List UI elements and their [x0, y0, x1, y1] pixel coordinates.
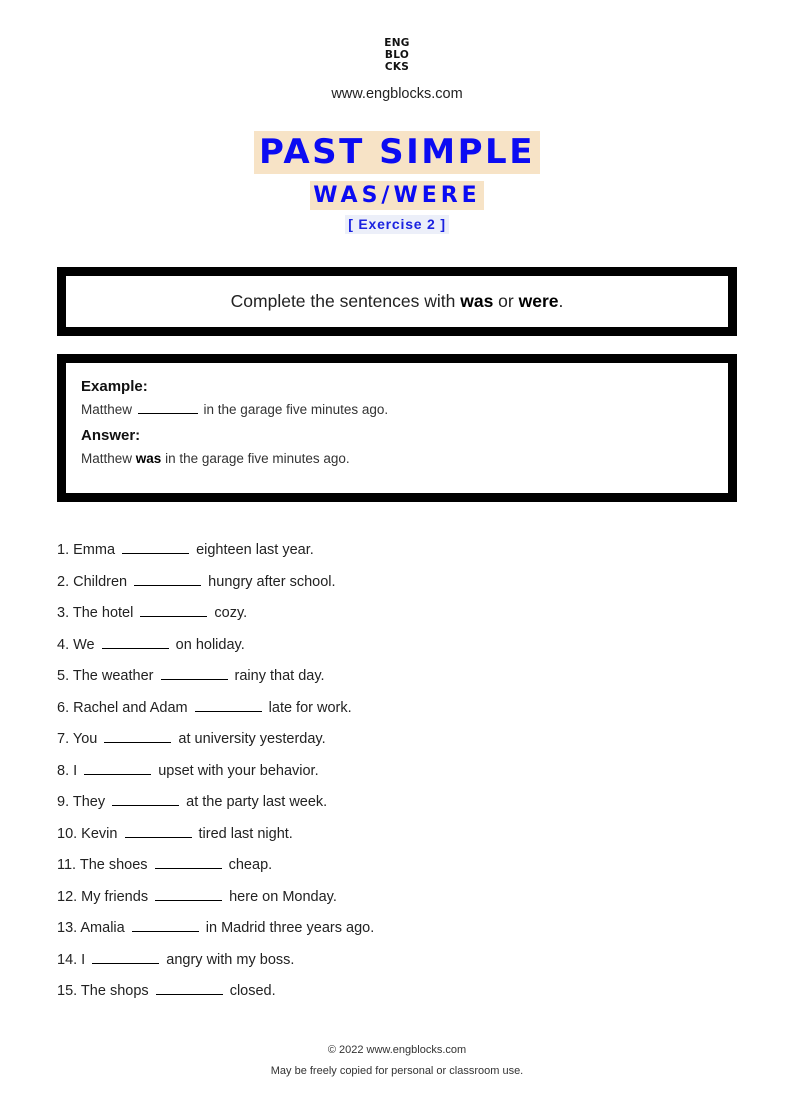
question-before: 3. The hotel [57, 605, 138, 621]
question-before: 9. They [57, 794, 110, 810]
question-before: 10. Kevin [57, 825, 122, 842]
question-before: 5. The weather [57, 668, 158, 684]
question-after: at the party last week. [182, 794, 328, 810]
subtitle-container [0, 181, 794, 210]
answer-after: in the garage five minutes ago. [161, 451, 350, 466]
question-after: closed. [225, 983, 276, 999]
question-after: cozy. [210, 605, 248, 621]
answer-blank[interactable] [104, 742, 171, 743]
example-sentence [81, 402, 713, 417]
site-url: www.engblocks.com [331, 86, 463, 102]
question-item [57, 760, 757, 792]
question-before: 15. The shops [57, 983, 153, 999]
question-before: 12. My friends [57, 888, 153, 905]
instruction-text [231, 291, 564, 312]
answer-heading: Answer: [81, 427, 141, 444]
answer-blank[interactable] [155, 868, 222, 869]
question-before: 6. Rachel and Adam [57, 699, 192, 716]
question-item [57, 949, 757, 981]
question-after: at university yesterday. [174, 731, 326, 747]
question-before: 13. Amalia [57, 920, 129, 936]
page-subtitle: WAS/WERE [310, 181, 483, 210]
answer-blank[interactable] [84, 774, 151, 775]
question-item [57, 980, 757, 1012]
footer-license: May be freely copied for personal or classroom use. [270, 1065, 524, 1077]
question-before: 14. I [57, 951, 90, 968]
logo-line-1: ENG [384, 37, 410, 49]
answer-blank[interactable] [156, 994, 223, 995]
answer-blank[interactable] [125, 837, 192, 838]
question-after: tired last night. [194, 825, 293, 842]
instruction-middle: or [493, 291, 519, 311]
example-heading: Example: [81, 378, 148, 395]
exercise-label: [ Exercise 2 ] [345, 215, 449, 234]
question-after: on holiday. [171, 636, 245, 653]
question-after: eighteen last year. [192, 542, 314, 558]
question-after: hungry after school. [204, 573, 336, 590]
answer-blank[interactable] [102, 648, 169, 649]
answer-blank[interactable] [122, 553, 189, 554]
question-after: in Madrid three years ago. [201, 920, 375, 936]
answer-before: Matthew [81, 451, 136, 466]
question-before: 4. We [57, 636, 99, 653]
question-after: cheap. [224, 857, 273, 873]
instruction-suffix: . [558, 291, 564, 311]
question-item [57, 728, 757, 760]
example-blank [138, 413, 198, 414]
question-before: 11. The shoes [57, 857, 152, 873]
question-after: late for work. [264, 699, 352, 716]
example-box [57, 354, 737, 502]
example-before: Matthew [81, 402, 136, 417]
question-item [57, 602, 757, 634]
answer-blank[interactable] [155, 900, 222, 901]
question-item [57, 886, 757, 918]
question-item [57, 539, 757, 571]
question-item [57, 571, 757, 603]
answer-blank[interactable] [161, 679, 228, 680]
logo-line-3: CKS [384, 61, 410, 73]
answer-blank[interactable] [140, 616, 207, 617]
question-after: angry with my boss. [162, 951, 295, 968]
question-item [57, 917, 757, 949]
answer-blank[interactable] [92, 963, 159, 964]
page-title: PAST SIMPLE [254, 131, 540, 174]
question-before: 7. You [57, 731, 102, 747]
instruction-box [57, 267, 737, 336]
question-after: rainy that day. [230, 668, 325, 684]
answer-sentence [81, 451, 713, 466]
exercise-label-container [0, 215, 794, 234]
answer-blank[interactable] [195, 711, 262, 712]
instruction-word-was: was [460, 291, 494, 311]
answer-word: was [135, 451, 162, 466]
logo-line-2: BLO [384, 49, 410, 61]
title-container [0, 131, 794, 174]
question-item [57, 823, 757, 855]
question-before: 1. Emma [57, 542, 120, 558]
question-list [57, 539, 757, 1012]
question-item [57, 791, 757, 823]
footer-copyright: © 2022 www.engblocks.com [327, 1044, 467, 1056]
engblocks-logo [379, 37, 415, 73]
question-item [57, 854, 757, 886]
question-item [57, 634, 757, 666]
question-item [57, 697, 757, 729]
example-after: in the garage five minutes ago. [199, 402, 389, 417]
answer-blank[interactable] [112, 805, 179, 806]
question-after: upset with your behavior. [154, 762, 319, 779]
instruction-prefix: Complete the sentences with [230, 291, 461, 311]
instruction-word-were: were [518, 291, 559, 311]
question-before: 2. Children [57, 573, 132, 590]
answer-blank[interactable] [134, 585, 201, 586]
answer-blank[interactable] [132, 931, 199, 932]
question-after: here on Monday. [225, 888, 337, 905]
question-before: 8. I [57, 762, 82, 779]
question-item [57, 665, 757, 697]
